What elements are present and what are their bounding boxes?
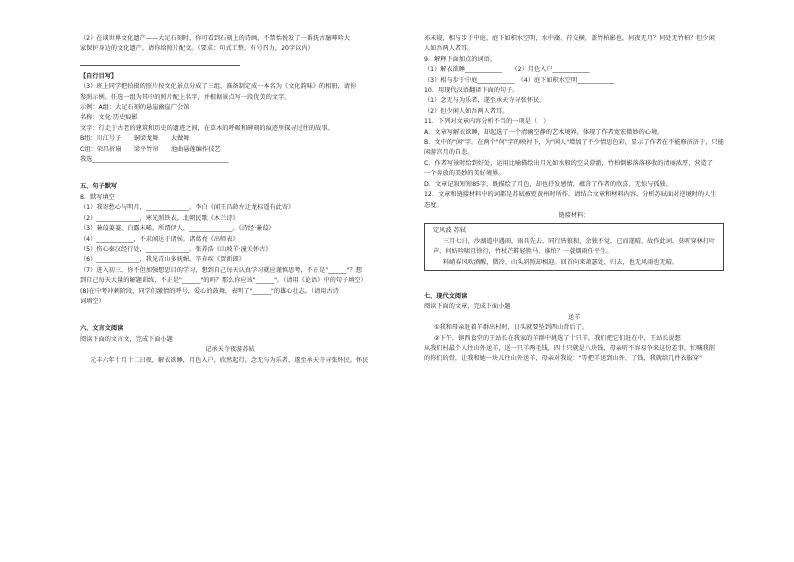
- poem-title: 定风波 苏轼: [433, 227, 466, 235]
- task-line-1: （3）班上同学把拍摄的照片按文化景点分成了三组，准备制定成一本名为《文化韵味》的相册，请你: [80, 83, 357, 91]
- poem-line-2: 声，何妨吟啸且徐行，竹杖芒鞋轻胜马，谁怕？一蓑烟雨任平生。: [433, 248, 613, 256]
- group-c: C组：荣昌折扇 梁平竹帘 池曲悬莲编作技艺: [80, 145, 221, 153]
- choose-line: 我选____________________________________________: [80, 156, 229, 164]
- section-7-title: 七、现代文阅读: [424, 292, 468, 300]
- story-para-2-line-3: 的你们的骨，让我和她一块儿往山外送羊，母亲对我说："等把羊送到山外，了钱，我就给几件衣服穿": [424, 355, 702, 363]
- example-label: 示例：A组：大足石刻的悬崖幽崖广会馆: [80, 104, 190, 112]
- task-line-2: 参照示例，任选一组为其中的照片配上名字，并根据景点写一段优美的文字。: [80, 93, 291, 101]
- option-c-line-1: C．作者写景时恰到好处，运用比喻描绘出月光如水般的空灵澄澈，竹柏倒影落落移收的清丽浓厚，营造了: [424, 159, 713, 167]
- name-line: 名称：文化·历史痕影: [80, 114, 138, 122]
- question-9-items-a: （1）解衣欲睡____________ （2）月色入户____________: [424, 66, 590, 74]
- question-2-line-1: （2）在谈世界文化遗产——大足石刻时，你可看到石刻上的诗画，不禁怡悦发了一番抚古臆呻吟大: [80, 35, 350, 42]
- question-10-b: （2）但少闲人如吾两人者耳。: [424, 107, 509, 115]
- option-b-line-1: B．文中的"闲"字，在两个"何"字的映衬下，为"闲人"增加了不少情思色彩，显示了作者在不能修济济于，只能: [424, 139, 724, 147]
- left-column: [80, 34, 380, 366]
- section-6-intro: 阅读下面的文言文，完成下面小题: [80, 335, 173, 343]
- question-10-a: （1）念无与为乐者，遂至承天寺寻张怀民。: [424, 97, 546, 105]
- essay-line-3: 人如吾两人者耳。: [424, 45, 474, 53]
- question-9-items-b: （3）相与步于中庭____________ （4）庭下如积水空明____________: [424, 76, 615, 84]
- fill-line-6: （6）______________，我见青山多妩媚。辛弃疾《贺新郎》: [80, 256, 245, 264]
- option-c-line-2: 一个奔放的美妙的美好境界。: [424, 170, 505, 178]
- question-2-line-2: 家保护身边的文化遗产，请你给照片配文。（要求：句式工整，有号召力，20字以内）: [80, 45, 314, 53]
- answer-line: [80, 65, 240, 66]
- question-10-title: 10．用现代汉语翻译下面的句子。: [424, 87, 519, 95]
- question-8-title: 8．默写填空: [80, 193, 115, 201]
- poem-line-3: 料峭春风吹酒醒，微冷，山头斜照却相迎。回首向来萧瑟处，归去，也无风雨也无晴。: [443, 258, 679, 266]
- essay-title: 记承天寺夜游苏轼: [205, 346, 255, 354]
- story-title: 送羊: [567, 313, 581, 321]
- story-para-1: ①我和母亲赶着羊群出村时，日头就要坠到西山背后了。: [434, 324, 589, 332]
- essay-line-1: 元丰六年十月十二日夜，解衣欲睡，月色入户，欣然起行。念无与为乐者，遂至承天寺寻张怀民。怀民: [90, 356, 369, 364]
- right-column: [424, 34, 724, 365]
- group-b: B组：川江号子 铜梁龙舞 大做舞: [80, 135, 190, 143]
- fill-line-8: 到自己每天大量的解题训练，不正是"______"的吗？那么你应该"______"。（请用《论语》中的句子填空）: [80, 277, 367, 285]
- self-title: 【自行目写】: [80, 72, 118, 80]
- question-11-title: 11．下列对文章内容分析不当的一项是（ ）: [424, 118, 550, 126]
- desc-line: 文字：行走于古老的建筑和历史的遗迹之间，在草木的呼吸和碑刻的痕迹里探寻过往的故事。: [80, 124, 334, 132]
- fill-line-4: （4）____________，不求闻达于诸侯。诸葛亮《出师表》: [80, 235, 239, 243]
- option-d: D．文章记叙短短85字，既描绘了月色，却也抒发感情，蕴含了作者的欣喜、无惊与孤独。: [424, 180, 672, 188]
- section-5-title: 五、句子默写: [80, 183, 118, 191]
- section-6-title: 六、文言文阅读: [80, 325, 124, 333]
- poem-line-1: 三月七日，沙湖道中遇雨，雨具先去，同行皆狼狈，余独不觉，已而遂晴，故作此词。莫听穿林打叶: [443, 237, 715, 245]
- fill-line-2: （2）______________，寒光照铁衣。北朝民歌《木兰诗》: [80, 214, 239, 222]
- fill-line-5: （5）伤心秦汉经行处，______________。张养浩《山坡羊·潼关怀古》: [80, 245, 272, 253]
- story-para-2-line-2: 从我们村最个人往山外送羊，送一只羊两毛钱，四十只就是八块钱，母亲听不容易争来这份差事，忙喊我削: [424, 344, 715, 352]
- link-label: 链接材料：: [558, 211, 590, 219]
- option-b-line-2: 闲游宫月的自悲。: [424, 149, 474, 157]
- question-12-line-1: 12．文章和链接材料中的词都是苏轼被贬黄州时所作，请结合文章和材料内容，分析苏轼面对逆境时的人生: [424, 191, 717, 199]
- fill-line-9: (8)在中考冲刺阶段，同学们激情的呼号，爱心的鼓舞，表明了"______"的雄心壮志。（请用古诗: [80, 287, 339, 295]
- essay-line-2: 亦未寝，相与步于中庭。庭下如积水空明，水中藻、荇交横，盖竹柏影也。何夜无月？何处无竹柏？但少闲: [424, 35, 715, 42]
- story-para-2-line-1: ②下午，镇西食堂的王站长在我家的羊群中挑选了十只羊，我们把它们赶在中，王站长说想: [434, 334, 681, 342]
- link-material-box: [424, 223, 724, 271]
- question-12-line-2: 态度。: [424, 201, 443, 209]
- fill-line-1: （1）我寄愁心与明月，______________。李白《闻王昌龄左迁龙标遥有此寄》: [80, 204, 295, 212]
- section-7-intro: 阅读下面的文章，完成下面小题: [424, 303, 511, 311]
- question-9-title: 9．解释下面加点的词语。: [424, 55, 496, 63]
- option-a: A．文章写解衣欲睡，却起选了一个清幽空静的艺术境界，体现了作者宽宏微妙的心境。: [424, 128, 664, 136]
- fill-line-7: （7）进入初三，你不但加强想思目的学习，想到自己每天认真学习就应谨慎思考，不正是"______"？想: [80, 266, 362, 274]
- fill-line-10: 词填空）: [80, 297, 105, 305]
- fill-line-3: （3）蒹葭萋萋，白露未晞。所谓伊人，______________。《诗经·蒹葭》: [80, 225, 275, 233]
